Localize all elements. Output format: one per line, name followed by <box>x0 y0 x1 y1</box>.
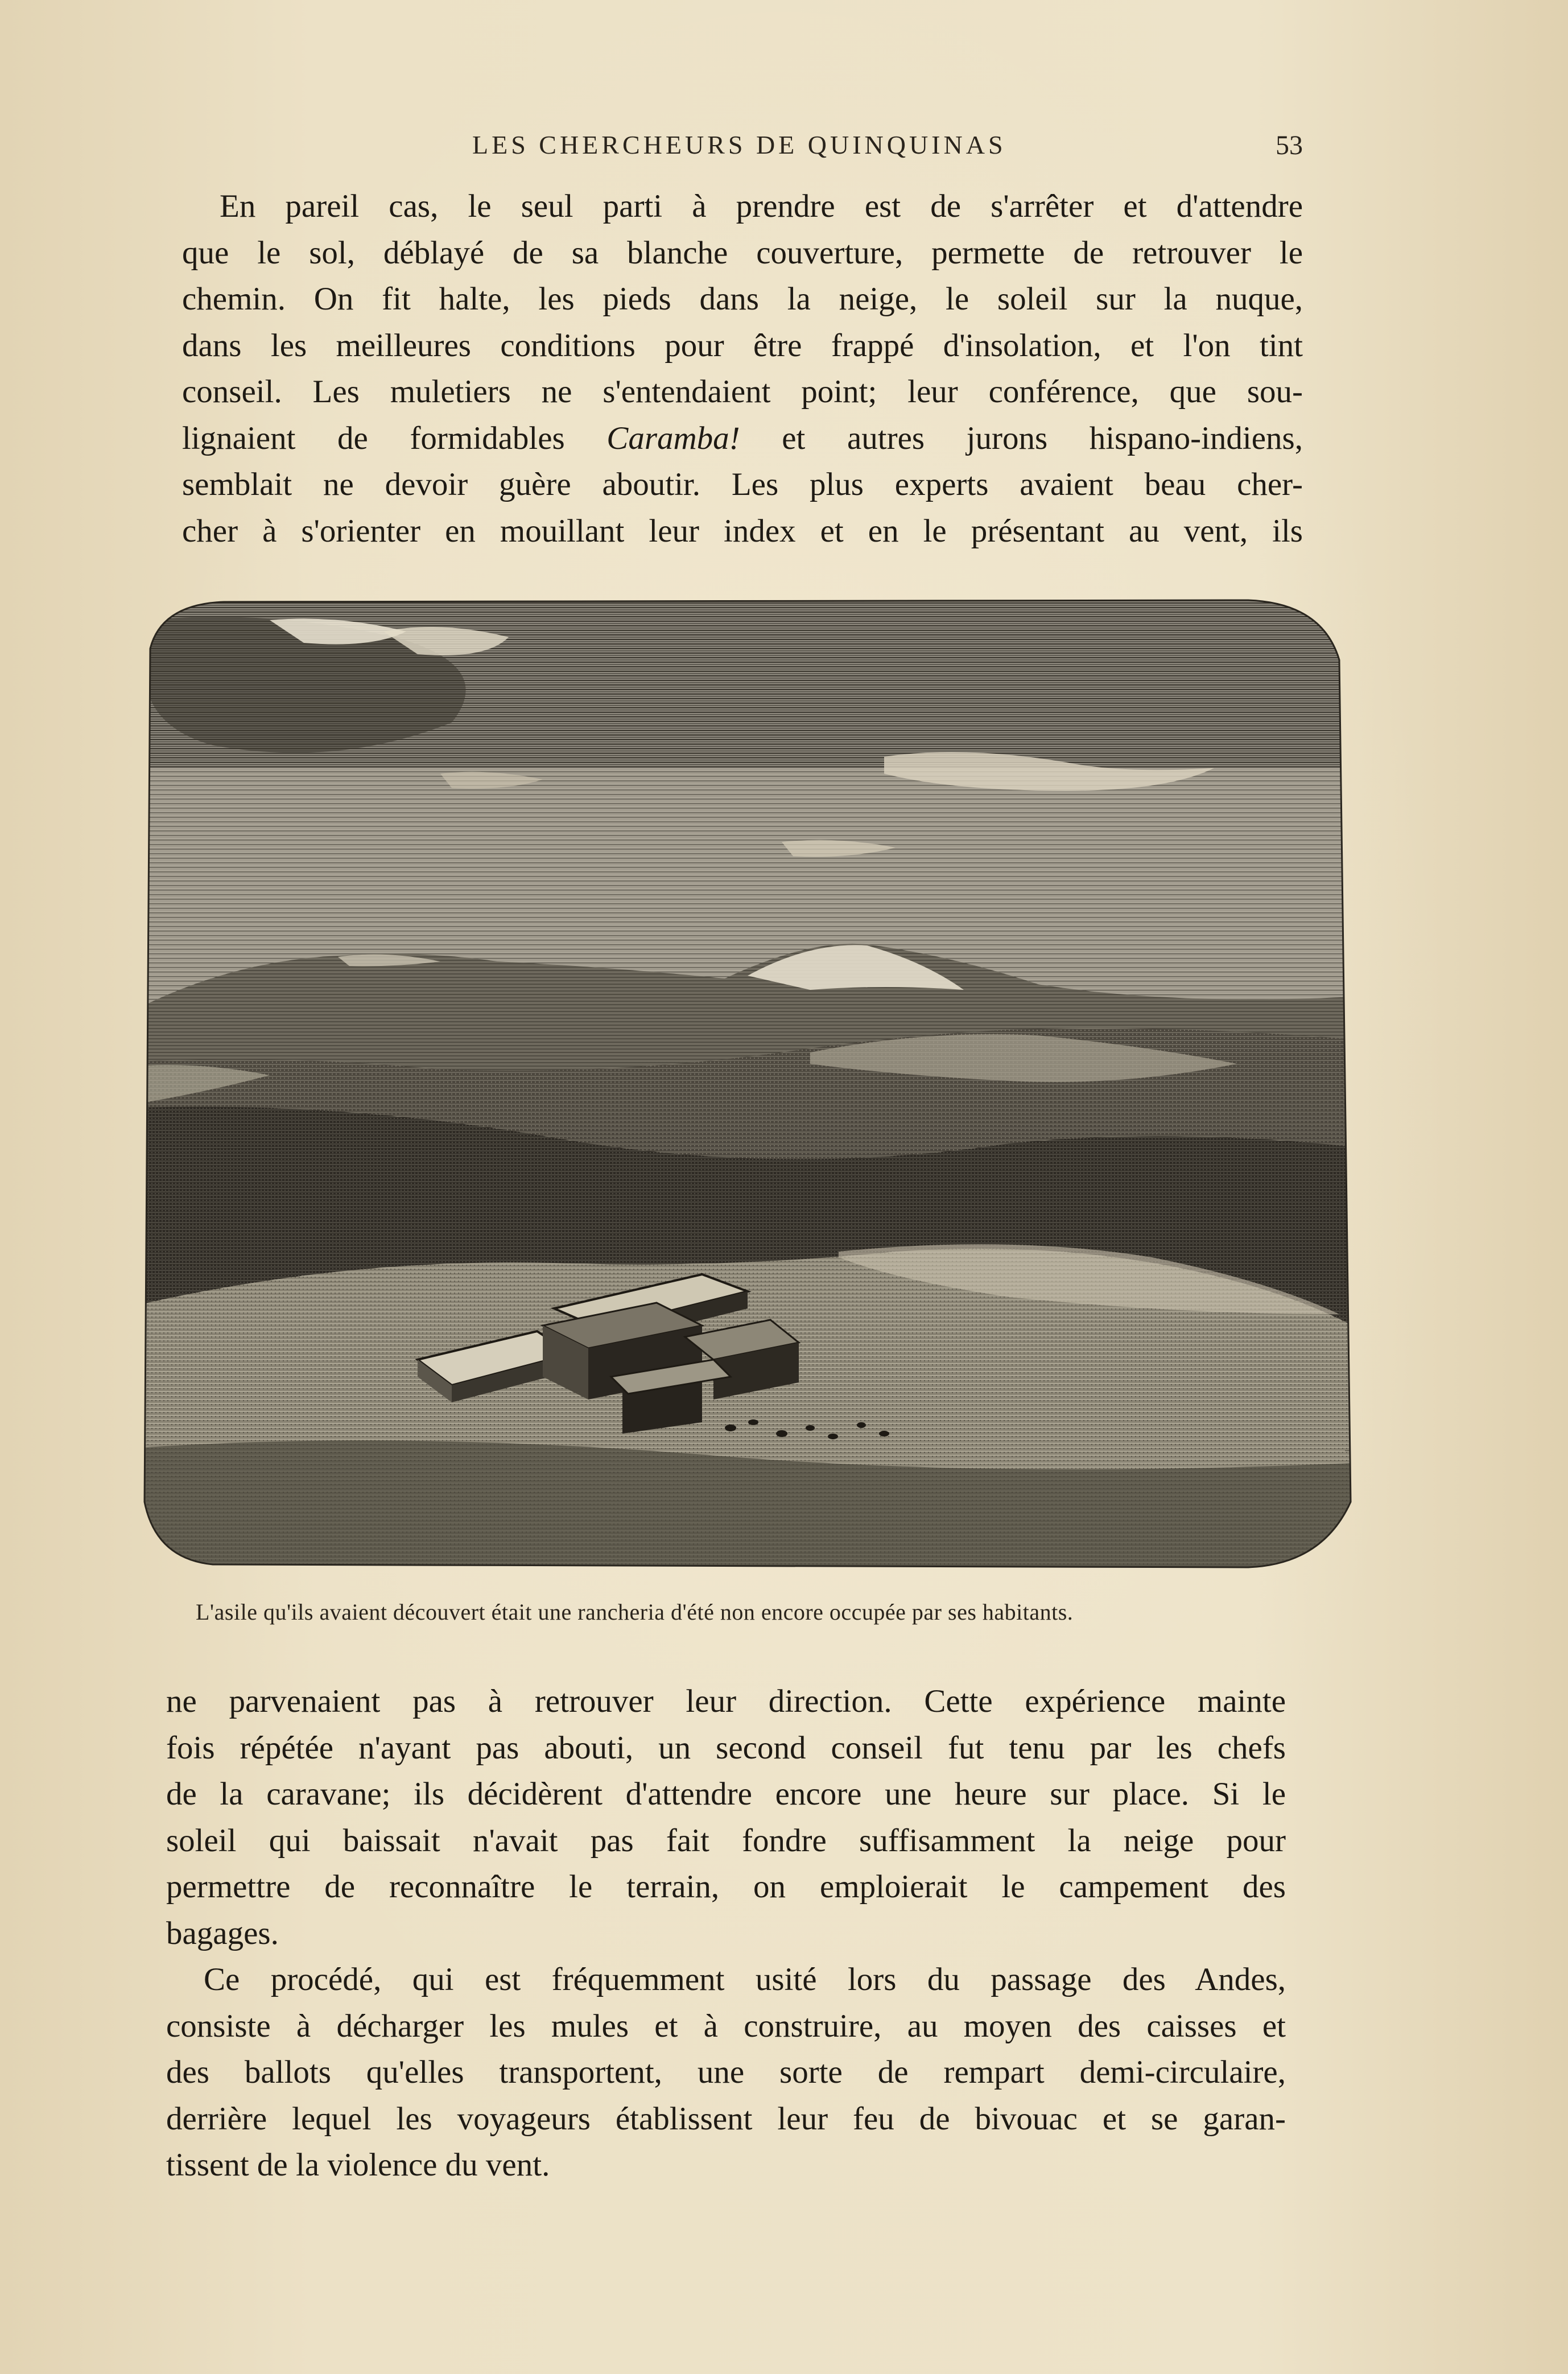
text-line: tissent de la violence du vent. <box>166 2147 550 2183</box>
paragraph <box>166 1956 1286 2189</box>
text-line: cher à s'orienter en mouillant leur index et en le présentant au vent, ils <box>182 513 1303 549</box>
engraving-illustration <box>99 597 1373 1582</box>
text-line-with-italic <box>182 415 1303 462</box>
paragraph-continuation <box>166 1678 1286 1956</box>
text-line: ne parvenaient pas à retrouver leur direction. Cette expérience mainte <box>166 1683 1286 1719</box>
text-line: Ce procédé, qui est fréquemment usité lors du passage des Andes, <box>204 1962 1286 1997</box>
page-number: 53 <box>1276 130 1303 160</box>
text-line: soleil qui baissait n'avait pas fait fondre suffisamment la neige pour <box>166 1822 1286 1859</box>
bottom-text <box>166 1678 1286 2189</box>
text-line: que le sol, déblayé de sa blanche couverture, permette de retrouver le <box>182 234 1303 271</box>
text-fragment: lignaient de formidables <box>182 420 607 456</box>
italic-exclamation: Caramba! <box>606 420 740 456</box>
text-line: bagages. <box>166 1915 279 1951</box>
text-line: derrière lequel les voyageurs établissent leur feu de bivouac et se garan- <box>166 2100 1286 2137</box>
engraving-landscape-image <box>99 597 1373 1582</box>
running-title: LES CHERCHEURS DE QUINQUINAS <box>472 130 1006 159</box>
text-line: consiste à décharger les mules et à construire, au moyen des caisses et <box>166 2008 1286 2044</box>
top-paragraph <box>182 183 1303 554</box>
text-line: semblait ne devoir guère aboutir. Les plus experts avaient beau cher- <box>182 466 1303 502</box>
text-line: des ballots qu'elles transportent, une sorte de rempart demi-circulaire, <box>166 2054 1286 2090</box>
text-line: chemin. On fit halte, les pieds dans la neige, le soleil sur la nuque, <box>182 281 1303 317</box>
text-line: fois répétée n'ayant pas abouti, un second conseil fut tenu par les chefs <box>166 1729 1286 1766</box>
text-line: de la caravane; ils décidèrent d'attendre encore une heure sur place. Si le <box>166 1776 1286 1812</box>
running-head <box>182 130 1303 170</box>
text-line: dans les meilleures conditions pour être frappé d'insolation, et l'on tint <box>182 327 1303 364</box>
figure-caption: L'asile qu'ils avaient découvert était une rancheria d'été non encore occupée par ses habitants. <box>196 1599 1074 1625</box>
text-line: En pareil cas, le seul parti à prendre est de s'arrêter et d'attendre <box>220 188 1303 224</box>
text-line: permettre de reconnaître le terrain, on emploierait le campement des <box>166 1869 1286 1905</box>
text-fragment: et autres jurons hispano-indiens, <box>740 420 1303 456</box>
text-line: conseil. Les muletiers ne s'entendaient point; leur conférence, que sou- <box>182 374 1303 410</box>
